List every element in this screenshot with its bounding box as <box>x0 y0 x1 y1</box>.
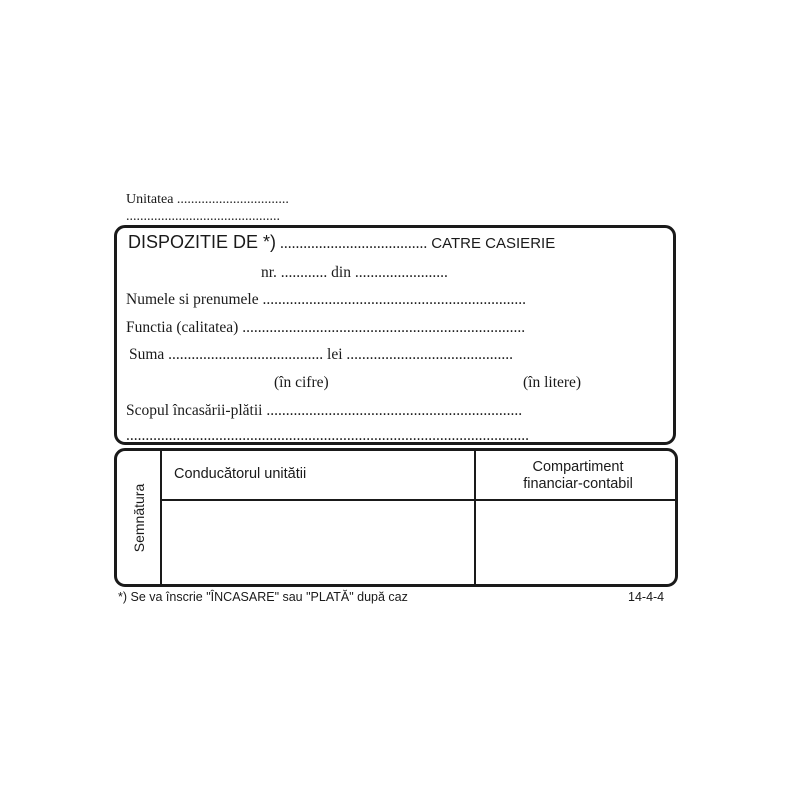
compartiment-line2: financiar-contabil <box>523 476 633 492</box>
suma-field[interactable]: Suma ........................................ lei ........................................... <box>129 346 514 363</box>
numele-prenumele-field[interactable]: Numele si prenumele .................................................................... <box>126 291 526 308</box>
form-title-suffix: CATRE CASIERIE <box>431 235 556 252</box>
form-title-row <box>128 232 555 253</box>
footnote: *) Se va înscrie "ÎNCASARE" sau "PLATĂ" după caz <box>118 590 408 604</box>
signature-box <box>114 448 678 587</box>
unitatea-label: Unitatea ................................ <box>126 192 289 207</box>
disposition-form-box <box>114 225 676 445</box>
compartiment-label <box>477 459 678 493</box>
form-title-blank[interactable]: ...................................... <box>280 235 428 252</box>
signature-label-cell <box>119 451 159 584</box>
in-litere-label: (în litere) <box>523 374 582 391</box>
compartiment-signature-area[interactable] <box>477 501 677 587</box>
form-code: 14-4-4 <box>628 590 665 604</box>
unitatea-dots-line: ............................................ <box>126 209 280 224</box>
in-cifre-label: (în cifre) <box>274 374 329 391</box>
scopul-field[interactable]: Scopul încasării-plătii .................................................................. <box>126 402 523 419</box>
conducator-label: Conducătorul unitătii <box>174 466 307 482</box>
signature-divider-middle <box>474 451 476 587</box>
compartiment-line1: Compartiment <box>532 459 624 475</box>
form-title: DISPOZITIE DE *) <box>128 232 277 252</box>
functia-field[interactable]: Functia (calitatea) ......................................................................... <box>126 319 526 336</box>
nr-din-field[interactable]: nr. ............ din ........................ <box>261 264 448 281</box>
scopul-continuation-line[interactable]: ........................................................................................................ <box>126 427 529 444</box>
signature-label: Semnătura <box>131 483 148 552</box>
conducator-signature-area[interactable] <box>162 501 472 587</box>
